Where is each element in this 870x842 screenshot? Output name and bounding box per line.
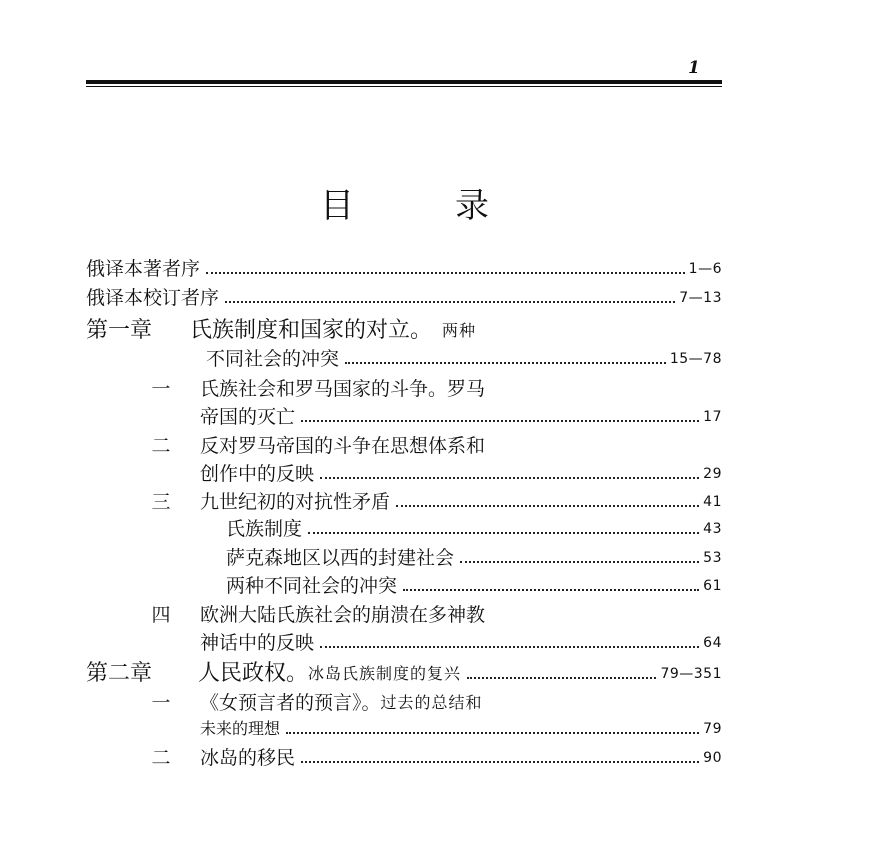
toc-label: 俄译本校订者序 (86, 287, 220, 309)
toc-label: 《女预言者的预言》。 (200, 692, 381, 714)
toc-entry-section-2-2[interactable] (86, 745, 722, 771)
toc-label: 反对罗马帝国的斗争在思想体系和 (200, 435, 486, 457)
header-rule-thick (86, 80, 722, 84)
toc-entry-section-1-2-cont[interactable] (86, 461, 722, 487)
toc-entry-editor-preface[interactable] (86, 285, 722, 311)
toc-entry-section-2-1-cont[interactable] (86, 716, 722, 742)
toc-label: 神话中的反映 (200, 632, 315, 654)
toc-page-number: 79 (703, 721, 722, 737)
dot-leader (460, 561, 699, 563)
toc-entry-section-1-3[interactable] (86, 489, 722, 515)
dot-leader (301, 761, 699, 763)
dot-leader (308, 532, 699, 534)
toc-entry-section-1-4[interactable] (86, 602, 722, 628)
toc-label: 氏族制度 (226, 518, 303, 540)
toc-page-number: 1—6 (688, 261, 722, 277)
toc-entry-subsection-conflict[interactable] (86, 573, 722, 599)
toc-entry-section-1-4-cont[interactable] (86, 630, 722, 656)
header-rule-thin (86, 86, 722, 87)
chapter-number: 第一章 (86, 318, 153, 343)
section-number: 一 (151, 692, 171, 714)
toc-page-number: 43 (703, 521, 722, 537)
toc-page-number: 41 (703, 494, 722, 510)
section-number: 一 (151, 378, 171, 400)
dot-leader (225, 301, 675, 303)
toc-label: 欧洲大陆氏族社会的崩溃在多神教 (200, 604, 486, 626)
toc-label-continued: 过去的总结和 (380, 693, 483, 712)
dot-leader (286, 732, 699, 734)
toc-label: 俄译本著者序 (86, 258, 201, 280)
toc-entry-author-preface[interactable] (86, 256, 722, 282)
dot-leader (301, 420, 699, 422)
toc-label: 未来的理想 (200, 719, 281, 738)
toc-entry-section-2-1[interactable] (86, 690, 722, 716)
title-char-2: 录 (455, 186, 489, 226)
page-number: 1 (688, 58, 700, 78)
dot-leader (403, 589, 699, 591)
toc-entry-subsection-saxony[interactable] (86, 545, 722, 571)
section-number: 二 (151, 435, 171, 457)
toc-label: 不同社会的冲突 (206, 348, 340, 370)
toc-label: 冰岛的移民 (200, 747, 296, 769)
toc-label: 人民政权。 (198, 661, 309, 686)
toc-page-number: 53 (703, 550, 722, 566)
toc-label: 九世纪初的对抗性矛盾 (200, 491, 391, 513)
dot-leader (320, 646, 699, 648)
toc-entry-section-1-2[interactable] (86, 433, 722, 459)
dot-leader (345, 362, 666, 364)
toc-page-number: 64 (703, 635, 722, 651)
section-number: 二 (151, 747, 171, 769)
chapter-number: 第二章 (86, 661, 153, 686)
toc-page-number: 7—13 (679, 290, 722, 306)
toc-label: 氏族制度和国家的对立。 (190, 318, 433, 343)
toc-entry-section-1-1-cont[interactable] (86, 404, 722, 430)
toc-page-number: 90 (703, 750, 722, 766)
toc-label: 帝国的灭亡 (200, 406, 296, 428)
dot-leader (396, 505, 699, 507)
toc-entry-chapter-1-cont[interactable] (86, 346, 722, 372)
toc-label-continued: 冰岛氏族制度的复兴 (308, 664, 462, 683)
toc-label: 氏族社会和罗马国家的斗争。罗马 (200, 378, 486, 400)
toc-entry-chapter-1[interactable] (86, 318, 722, 344)
toc-page-number: 15—78 (669, 351, 722, 367)
toc-entry-section-1-1[interactable] (86, 376, 722, 402)
title-char-1: 目 (320, 186, 354, 226)
toc-label: 两种不同社会的冲突 (226, 575, 398, 597)
toc-label: 创作中的反映 (200, 463, 315, 485)
toc-label: 萨克森地区以西的封建社会 (226, 547, 455, 569)
section-number: 四 (151, 604, 171, 626)
toc-entry-subsection-clan[interactable] (86, 516, 722, 542)
toc-label-continued: 两种 (442, 321, 477, 340)
toc-entry-chapter-2[interactable] (86, 661, 722, 687)
dot-leader (320, 477, 699, 479)
toc-page-number: 17 (703, 409, 722, 425)
dot-leader (206, 272, 685, 274)
toc-page-number: 79—351 (660, 666, 722, 682)
toc-page-number: 61 (703, 578, 722, 594)
dot-leader (467, 677, 656, 679)
section-number: 三 (151, 491, 171, 513)
toc-page-number: 29 (703, 466, 722, 482)
